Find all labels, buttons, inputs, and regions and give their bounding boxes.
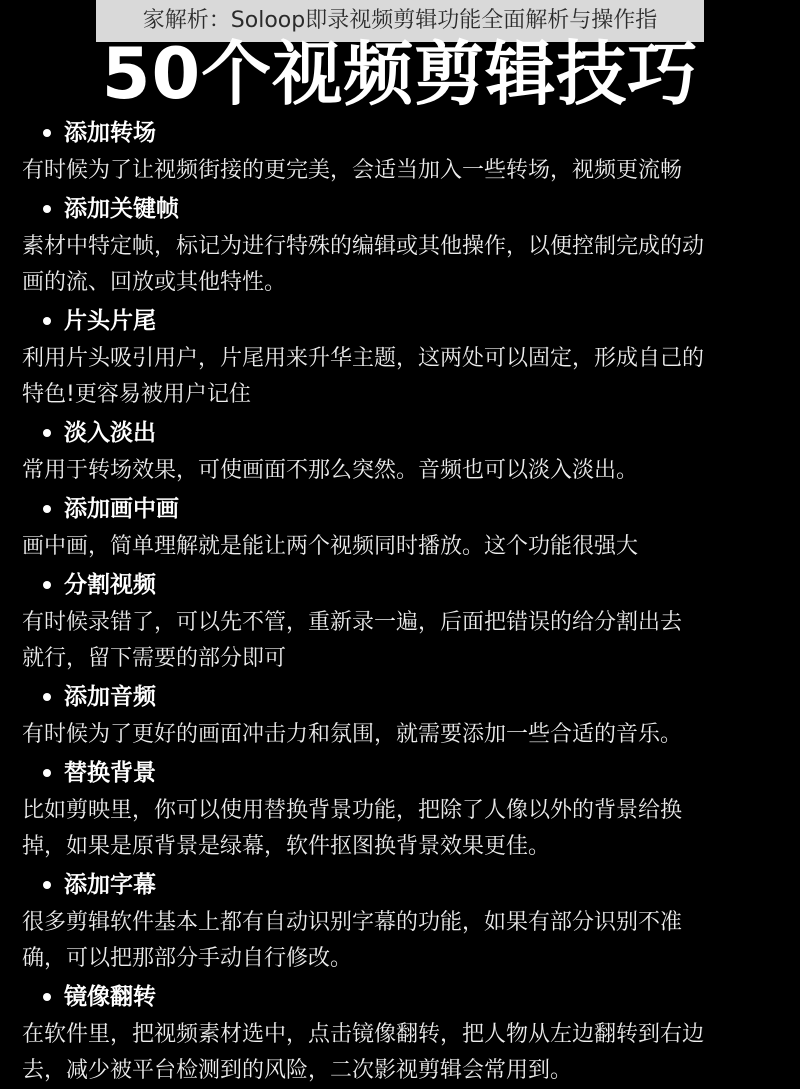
tip-heading <box>22 413 792 453</box>
bullet-icon <box>43 317 51 325</box>
tip-section <box>22 753 792 865</box>
tip-heading-text: 添加画中画 <box>64 496 179 522</box>
top-banner: 家解析：Soloop即录视频剪辑功能全面解析与操作指 <box>96 0 704 42</box>
bullet-icon <box>43 693 51 701</box>
tip-heading <box>22 565 792 605</box>
tip-body: 有时候为了让视频街接的更完美，会适当加入一些转场，视频更流畅 <box>22 158 683 183</box>
tip-body: 有时候为了更好的画面冲击力和氛围，就需要添加一些合适的音乐。 <box>22 722 683 747</box>
tip-body: 利用片头吸引用户，片尾用来升华主题，这两处可以固定，形成自己的 特色!更容易被用户记住 <box>22 346 705 407</box>
tip-section <box>22 865 792 977</box>
tip-heading-text: 镜像翻转 <box>64 984 156 1010</box>
tip-heading-text: 添加关键帧 <box>64 196 179 222</box>
tip-body: 比如剪映里，你可以使用替换背景功能，把除了人像以外的背景给换 掉，如果是原背景是绿幕，软件抠图换背景效果更佳。 <box>22 798 683 859</box>
bullet-icon <box>43 581 51 589</box>
bullet-icon <box>43 993 51 1001</box>
tip-heading <box>22 301 792 341</box>
page-title: 50个视频剪辑技巧 <box>101 33 699 115</box>
tip-body: 常用于转场效果，可使画面不那么突然。音频也可以淡入淡出。 <box>22 458 639 483</box>
bullet-icon <box>43 129 51 137</box>
tip-body: 素材中特定帧，标记为进行特殊的编辑或其他操作，以便控制完成的动 画的流、回放或其他特性。 <box>22 234 705 295</box>
tip-section <box>22 189 792 301</box>
tip-heading-text: 淡入淡出 <box>64 420 156 446</box>
tip-heading-text: 分割视频 <box>64 572 156 598</box>
tip-heading <box>22 865 792 905</box>
tip-heading <box>22 753 792 793</box>
tip-heading-text: 添加音频 <box>64 684 156 710</box>
tip-heading-text: 替换背景 <box>64 760 156 786</box>
tip-heading <box>22 489 792 529</box>
bullet-icon <box>43 881 51 889</box>
tip-body: 在软件里，把视频素材选中，点击镜像翻转，把人物从左边翻转到右边 去，减少被平台检测到的风险，二次影视剪辑会常用到。 <box>22 1022 705 1083</box>
tip-heading <box>22 113 792 153</box>
bullet-icon <box>43 769 51 777</box>
tip-body: 画中画，简单理解就是能让两个视频同时播放。这个功能很强大 <box>22 534 639 559</box>
tips-list <box>22 113 792 1089</box>
tip-body: 很多剪辑软件基本上都有自动识别字幕的功能，如果有部分识别不准 确，可以把那部分手动自行修改。 <box>22 910 683 971</box>
tip-section <box>22 565 792 677</box>
bullet-icon <box>43 429 51 437</box>
tip-heading <box>22 977 792 1017</box>
tip-heading <box>22 677 792 717</box>
tip-section <box>22 113 792 189</box>
tip-heading <box>22 189 792 229</box>
bullet-icon <box>43 205 51 213</box>
tip-section <box>22 977 792 1089</box>
tip-section <box>22 301 792 413</box>
tip-section <box>22 413 792 489</box>
tip-body: 有时候录错了，可以先不管，重新录一遍，后面把错误的给分割出去 就行，留下需要的部分即可 <box>22 610 683 671</box>
tip-heading-text: 片头片尾 <box>64 308 156 334</box>
bullet-icon <box>43 505 51 513</box>
tip-section <box>22 677 792 753</box>
tip-section <box>22 489 792 565</box>
tip-heading-text: 添加转场 <box>64 120 156 146</box>
tip-heading-text: 添加字幕 <box>64 872 156 898</box>
